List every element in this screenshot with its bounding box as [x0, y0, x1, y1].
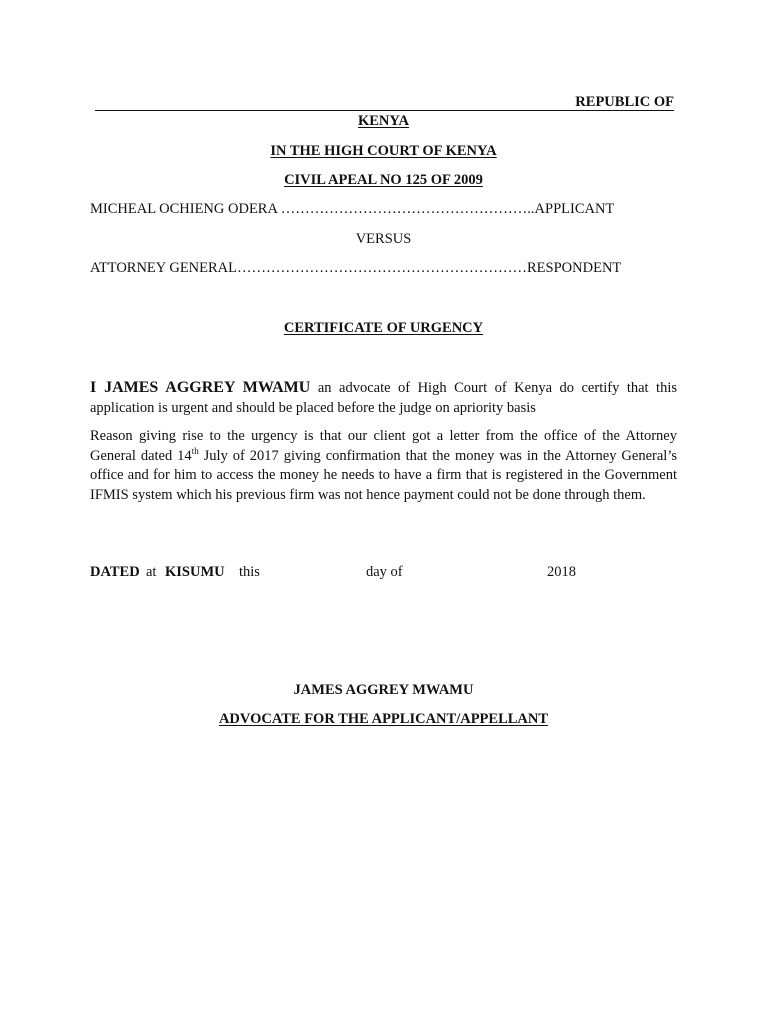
reason-text-part1: Reason giving rise to the urgency is that our client got a letter from the office of the Attorney General dated 14 [90, 428, 677, 464]
republic-of-text: REPUBLIC OF [575, 94, 674, 110]
kenya-heading: KENYA [357, 113, 410, 129]
case-number-heading: CIVIL APEAL NO 125 OF 2009 [284, 172, 483, 188]
respondent-dots: …………………………………………………… [237, 260, 528, 276]
dated-place: KISUMU [165, 564, 225, 580]
respondent-role: RESPONDENT [527, 260, 622, 276]
dated-this: this [239, 564, 260, 580]
dated-at: at [146, 564, 157, 580]
reason-paragraph [90, 427, 677, 505]
reason-superscript: th [191, 445, 199, 456]
dated-day-of: day of [366, 564, 403, 580]
advocate-name-inline: I JAMES AGGREY MWAMU [90, 379, 311, 396]
applicant-role: APPLICANT [534, 201, 615, 217]
applicant-dots: …………………………………………….. [277, 201, 535, 217]
applicant-row [90, 201, 614, 218]
versus-text: VERSUS [355, 231, 412, 247]
reason-text-part2: July of 2017 giving confirmation that the money was in the Attorney General’s office and for him to access the money he needs to have a firm that is registered in the Government IFMIS system which his previous firm was not hence payment could not be done through them. [90, 447, 677, 503]
dated-label: DATED [90, 564, 140, 580]
certificate-title: CERTIFICATE OF URGENCY [283, 320, 484, 336]
court-heading: IN THE HIGH COURT OF KENYA [270, 143, 497, 159]
dated-year: 2018 [547, 564, 576, 580]
signature-name: JAMES AGGREY MWAMU [293, 682, 474, 698]
respondent-row [90, 260, 621, 277]
respondent-name: ATTORNEY GENERAL [90, 260, 238, 276]
signature-role: ADVOCATE FOR THE APPLICANT/APPELLANT [218, 711, 549, 727]
certify-paragraph [90, 378, 677, 418]
applicant-name: MICHEAL OCHIENG ODERA [90, 201, 278, 217]
republic-of-heading [95, 94, 674, 111]
certify-text: an advocate of High Court of Kenya do certify that this application is urgent and should be placed before the judge on apriority basis [90, 380, 677, 416]
